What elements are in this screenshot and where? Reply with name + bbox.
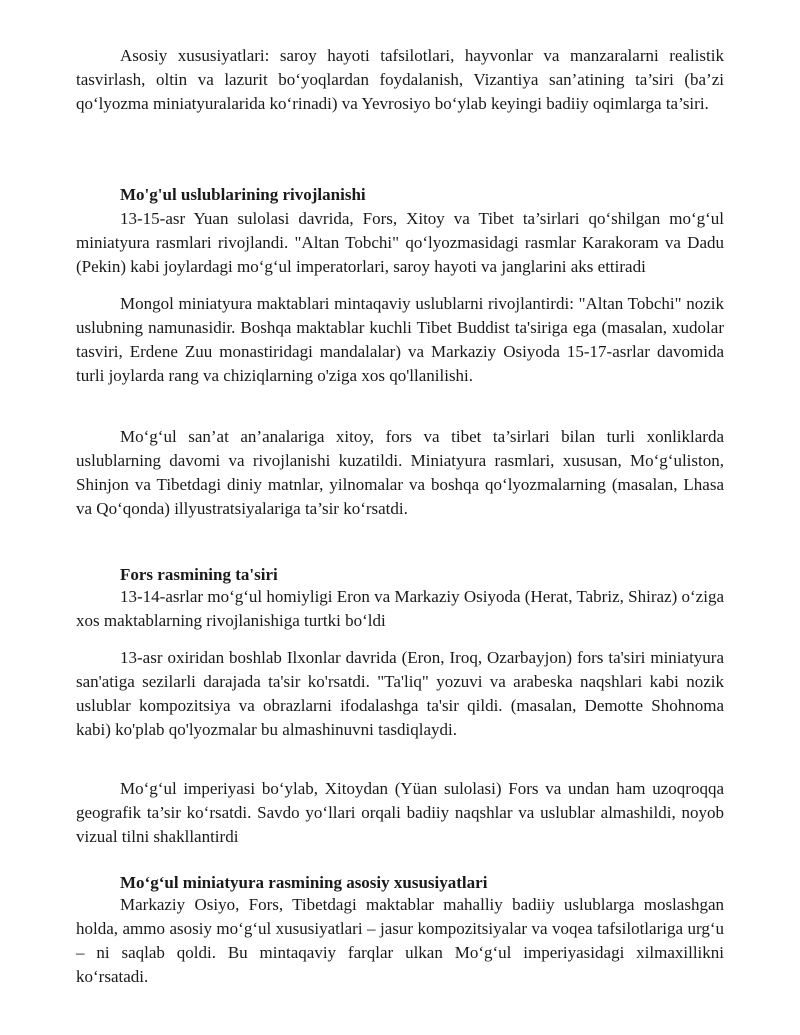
paragraph-yuan-dynasty: 13-15-asr Yuan sulolasi davrida, Fors, Xitoy va Tibet ta’sirlari qo‘shilgan mo‘g‘ul miniatyura rasmlari rivojlandi. "Altan Tobchi" qo‘lyozmasidagi rasmlar Karakoram va Dadu (Pekin) kabi joylardagi mo‘g‘ul imperatorlari, saroy hayoti va janglarini aks ettiradi <box>76 209 724 276</box>
section-heading-main-features: Mo‘g‘ul miniatyura rasmining asosiy xususiyatlari <box>120 873 488 892</box>
paragraph-mongol-schools: Mongol miniatyura maktablari mintaqaviy uslublarni rivojlantirdi: "Altan Tobchi" nozik uslubning namunasidir. Boshqa maktablar kuchli Tibet Buddist ta'siriga ega (masalan, xudolar tasviri, Erdene Zuu monastiridagi mandalalar) va Markaziy Osiyoda 15-17-asrlar davomida turli joylarda rang va chiziqlarning o'ziga xos qo'llanilishi. <box>76 294 724 385</box>
paragraph-mongol-patronage: 13-14-asrlar mo‘g‘ul homiyligi Eron va Markaziy Osiyoda (Herat, Tabriz, Shiraz) o‘ziga xos maktablarning rivojlanishiga turtki bo‘ldi <box>76 587 724 630</box>
section-heading-mongol-styles: Mo'g'ul uslublarining rivojlanishi <box>120 185 366 204</box>
section-heading-persian-influence: Fors rasmining ta'siri <box>120 565 278 584</box>
paragraph-ilkhanid-period: 13-asr oxiridan boshlab Ilxonlar davrida (Eron, Iroq, Ozarbayjon) fors ta'siri miniatyura san'atiga sezilarli darajada ta'sir ko'rsatdi. "Ta'liq" yozuvi va arabeska naqshlari kabi nozik uslublar kompozitsiya va obrazlarni ifodalashga ta'sir qildi. (masalan, Demotte Shohnoma kabi) ko'plab qo'lyozmalar bu almashinuvni tasdiqlaydi. <box>76 648 724 739</box>
paragraph-key-features: Asosiy xususiyatlari: saroy hayoti tafsilotlari, hayvonlar va manzaralarni realistik tasvirlash, oltin va lazurit bo‘yoqlardan foydalanish, Vizantiya san’atining ta’siri (ba’zi qo‘lyozma miniatyuralarida ko‘rinadi) va Yevrosiyo bo‘ylab keyingi badiiy oqimlarga ta’siri. <box>76 46 724 113</box>
paragraph-regional-adaptation: Markaziy Osiyo, Fors, Tibetdagi maktablar mahalliy badiiy uslublarga moslashgan holda, ammo asosiy mo‘g‘ul xususiyatlari – jasur kompozitsiyalar va voqea tafsilotlariga urg‘u – ni saqlab qoldi. Bu mintaqaviy farqlar ulkan Mo‘g‘ul imperiyasidagi xilmaxillikni ko‘rsatadi. <box>76 895 724 986</box>
paragraph-geographic-influence: Mo‘g‘ul imperiyasi bo‘ylab, Xitoydan (Yüan sulolasi) Fors va undan ham uzoqroqqa geografik ta’sir ko‘rsatdi. Savdo yo‘llari orqali badiiy naqshlar va uslublar almashildi, noyob vizual tilni shakllantirdi <box>76 779 724 846</box>
paragraph-mongol-traditions: Mo‘g‘ul san’at an’analariga xitoy, fors va tibet ta’sirlari bilan turli xonliklarda uslublarning davomi va rivojlanishi kuzatildi. Miniatyura rasmlari, xususan, Mo‘g‘uliston, Shinjon va Tibetdagi diniy matnlar, yilnomalar va boshqa qo‘lyozmalarning (masalan, Lhasa va Qo‘qonda) illyustratsiyalariga ta’sir ko‘rsatdi. <box>76 427 724 518</box>
